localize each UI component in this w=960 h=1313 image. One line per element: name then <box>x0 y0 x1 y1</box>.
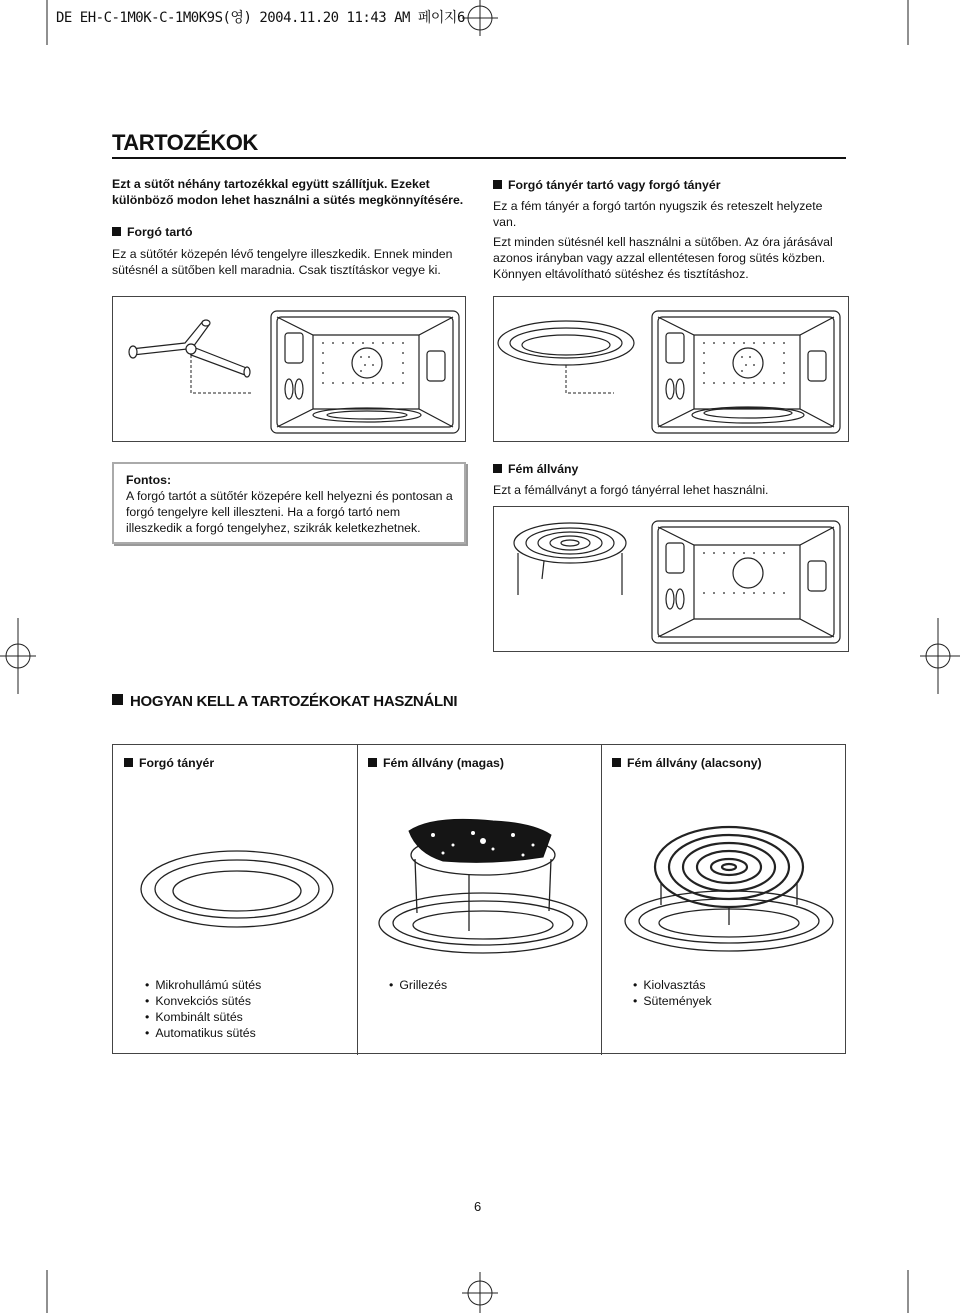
bullet-square-icon <box>493 180 502 189</box>
bullet-square-icon <box>612 758 621 767</box>
bullet-square-icon <box>112 227 121 236</box>
low-rack-illustration <box>621 809 837 959</box>
metal-rack-illustration <box>494 507 848 651</box>
turntable-support-text: Ez a sütőtér közepén lévő tengelyre illeszkedik. Ennek minden sütésnél a sütőben kell maradnia. Csak tisztításkor vegye ki. <box>112 247 453 277</box>
title-rule <box>112 157 846 159</box>
figure-metal-rack <box>493 506 849 652</box>
page-number: 6 <box>474 1199 482 1214</box>
bullet-square-icon <box>368 758 377 767</box>
important-note-box <box>112 462 466 544</box>
page-title: TARTOZÉKOK <box>112 130 258 155</box>
usage-col-title: Fém állvány (alacsony) <box>612 755 762 771</box>
usage-col-list <box>633 977 712 1009</box>
list-item: • Kombinált sütés <box>145 1009 261 1025</box>
important-label: Fontos: <box>126 473 172 487</box>
turntable-plate-illustration <box>137 825 337 945</box>
turntable-support-heading: Forgó tartó <box>112 224 193 240</box>
turntable-heading: Forgó tányér tartó vagy forgó tányér <box>493 177 721 193</box>
usage-col-title: Forgó tányér <box>124 755 214 771</box>
usage-divider <box>601 745 602 1055</box>
list-item: • Grillezés <box>389 977 447 993</box>
metal-rack-text: Ezt a fémállványt a forgó tányérral lehet használni. <box>493 483 769 497</box>
turntable-text-1: Ez a fém tányér a forgó tartón nyugszik és reteszelt helyzete van. <box>493 199 823 229</box>
intro-text: Ezt a sütőt néhány tartozékkal együtt szállítjuk. Ezeket különböző modon lehet használni a sütés megkönnyítésére. <box>112 177 464 207</box>
bullet-square-icon <box>112 694 123 705</box>
usage-heading: HOGYAN KELL A TARTOZÉKOKAT HASZNÁLNI <box>112 693 457 710</box>
figure-turntable <box>493 296 849 442</box>
usage-col-list <box>145 977 261 1041</box>
list-item: • Konvekciós sütés <box>145 993 261 1009</box>
turntable-illustration <box>494 297 848 441</box>
turntable-support-illustration <box>113 297 465 441</box>
list-item: • Automatikus sütés <box>145 1025 261 1041</box>
high-rack-with-food-illustration <box>373 805 593 955</box>
list-item: • Kiolvasztás <box>633 977 712 993</box>
usage-col-list <box>389 977 447 993</box>
list-item: • Sütemények <box>633 993 712 1009</box>
list-item: • Mikrohullámú sütés <box>145 977 261 993</box>
turntable-text-2: Ezt minden sütésnél kell használni a sütőben. Az óra járásával azonos irányban vagy azzal ellentétesen forog sütés közben. Könnyen eltávolítható sütéshez és tisztításhoz. <box>493 235 833 281</box>
usage-divider <box>357 745 358 1055</box>
usage-col-title: Fém állvány (magas) <box>368 755 504 771</box>
figure-turntable-support <box>112 296 466 442</box>
bullet-square-icon <box>124 758 133 767</box>
usage-table <box>112 744 846 1054</box>
important-text: A forgó tartót a sütőtér közepére kell helyezni és pontosan a forgó tengelyre kell illeszteni. Ha a forgó tartó nem illeszkedik a forgó tengelyhez, szikrák keletkezhetnek. <box>126 489 453 535</box>
metal-rack-heading: Fém állvány <box>493 461 578 477</box>
bullet-square-icon <box>493 464 502 473</box>
print-header: DE EH-C-1M0K-C-1M0K9S(영) 2004.11.20 11:43 AM 페이지6 <box>56 10 465 26</box>
